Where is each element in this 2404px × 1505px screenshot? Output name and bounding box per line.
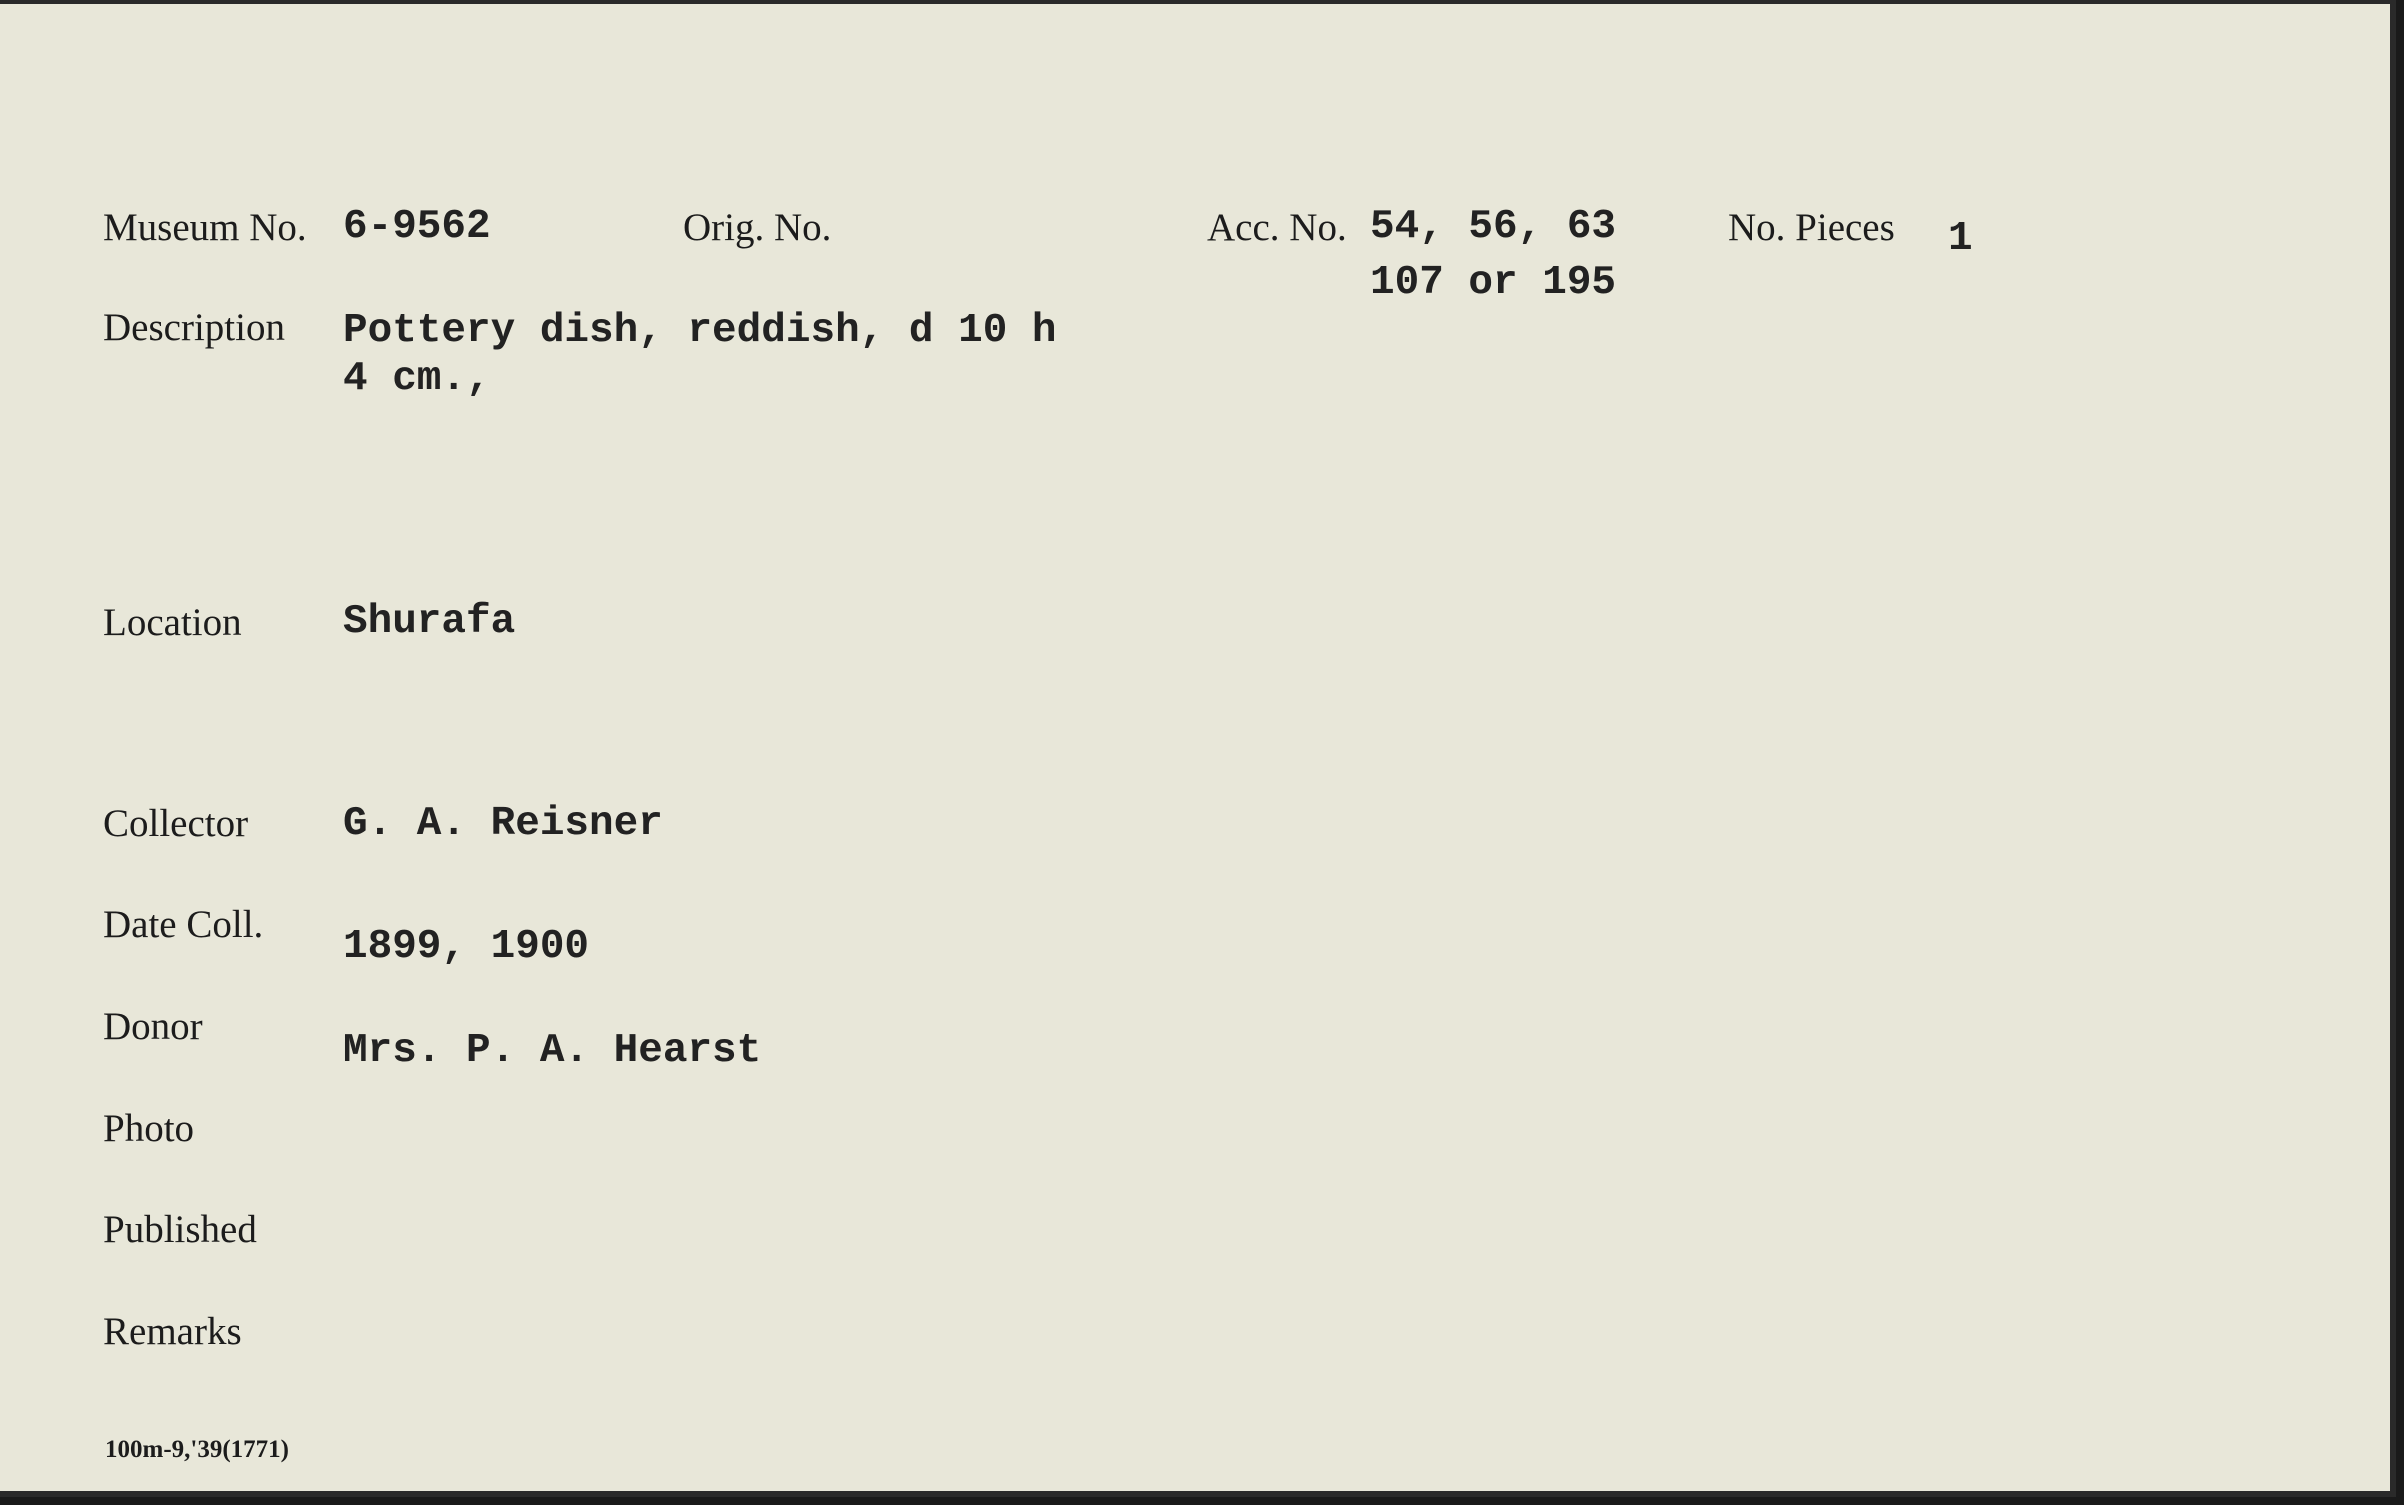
published-label: Published	[103, 1208, 257, 1251]
no-pieces-label: No. Pieces	[1728, 206, 1895, 249]
collector-value: G. A. Reisner	[343, 801, 663, 847]
acc-no-value-line2: 107 or 195	[1370, 260, 1617, 306]
donor-label: Donor	[103, 1005, 203, 1048]
location-value: Shurafa	[343, 599, 516, 645]
print-code: 100m-9,'39(1771)	[105, 1436, 289, 1463]
museum-no-value: 6-9562	[343, 204, 491, 250]
orig-no-label: Orig. No.	[683, 206, 832, 249]
date-coll-value: 1899, 1900	[343, 924, 590, 970]
donor-value: Mrs. P. A. Hearst	[343, 1028, 762, 1074]
collector-label: Collector	[103, 802, 249, 845]
remarks-label: Remarks	[103, 1310, 242, 1353]
photo-label: Photo	[103, 1107, 195, 1150]
acc-no-value-line1: 54, 56, 63	[1370, 204, 1617, 250]
location-label: Location	[103, 601, 242, 644]
acc-no-label: Acc. No.	[1207, 206, 1347, 249]
description-label: Description	[103, 306, 285, 349]
museum-no-label: Museum No.	[103, 206, 307, 249]
description-value-line1: Pottery dish, reddish, d 10 h	[343, 308, 1057, 354]
description-value-line2: 4 cm.,	[343, 356, 491, 402]
no-pieces-value: 1	[1948, 216, 1973, 262]
date-coll-label: Date Coll.	[103, 903, 264, 946]
